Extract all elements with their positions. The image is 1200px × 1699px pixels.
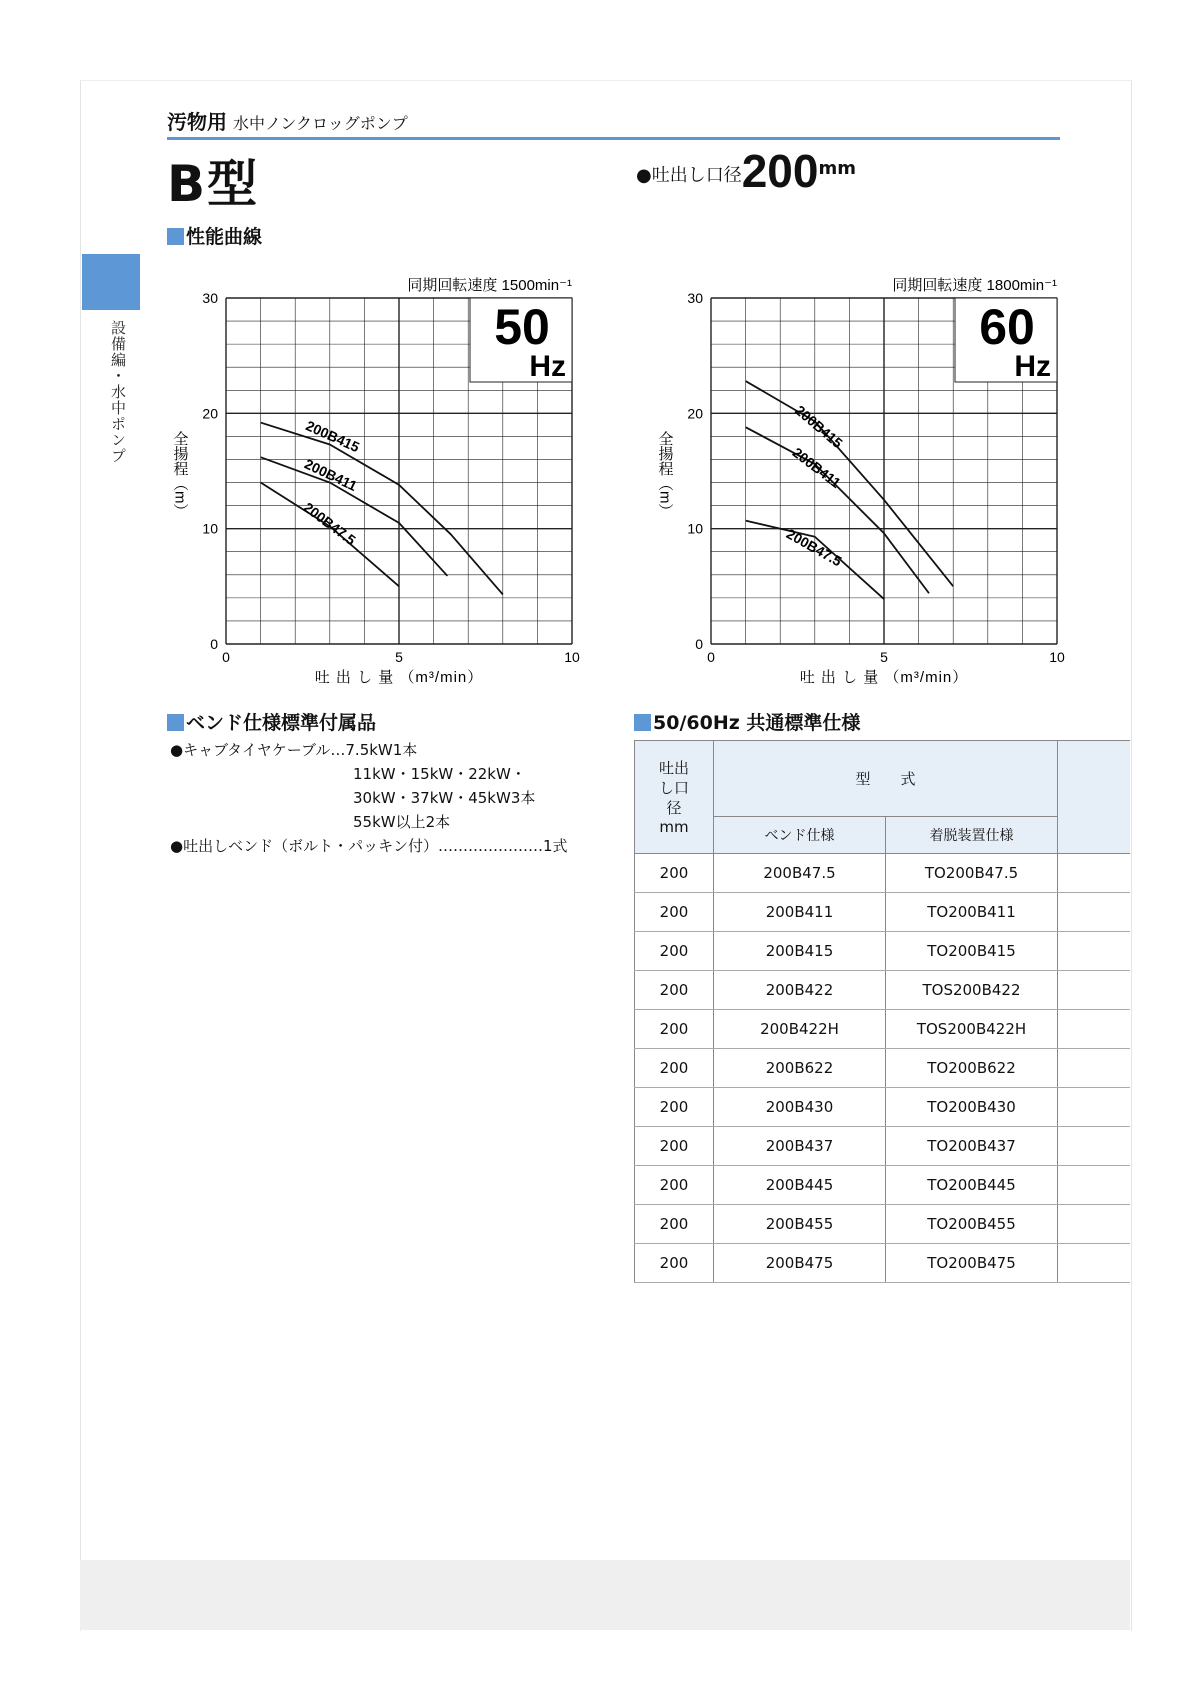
header-bore	[635, 741, 714, 854]
cell-bend-model: 200B475	[714, 1244, 886, 1283]
header-auto: 着脱装置仕様	[886, 817, 1058, 854]
accessory-line: 11kW・15kW・22kW・	[353, 765, 526, 783]
bore-unit: mm	[818, 158, 856, 179]
y-tick-label: 0	[210, 636, 218, 652]
cell-auto-model: TO200B622	[886, 1049, 1058, 1088]
table-row	[635, 1010, 1131, 1049]
header-bend: ベンド仕様	[714, 817, 886, 854]
bore-prefix: ●吐出し口径	[636, 165, 742, 186]
header-bore-label: 吐出し口 径	[658, 759, 689, 817]
cell-extra	[1058, 1244, 1131, 1283]
table-row	[635, 854, 1131, 893]
side-label: 設備編・水中ポンプ	[109, 320, 127, 464]
cell-auto-model: TO200B475	[886, 1244, 1058, 1283]
section-spec	[634, 708, 860, 735]
series-label: 200B47.5	[783, 525, 845, 570]
cell-auto-model: TOS200B422	[886, 971, 1058, 1010]
chart-50hz	[160, 272, 590, 696]
x-axis-label: 吐 出 し 量 （m³/min）	[799, 669, 969, 686]
cell-bore: 200	[635, 893, 714, 932]
bore-spec	[636, 144, 856, 198]
x-axis-label: 吐 出 し 量 （m³/min）	[314, 669, 484, 686]
x-tick-label: 5	[880, 649, 888, 665]
cell-bend-model: 200B437	[714, 1127, 886, 1166]
x-tick-label: 5	[395, 649, 403, 665]
cell-bore: 200	[635, 1166, 714, 1205]
accessory-line: 55kW以上2本	[353, 813, 451, 831]
accessories-list	[170, 738, 567, 858]
x-tick-label: 10	[1049, 649, 1065, 665]
category-label: 汚物用	[167, 110, 227, 134]
y-axis-label: 全揚程（m）	[171, 431, 189, 519]
side-tab	[82, 254, 140, 310]
x-tick-label: 0	[222, 649, 230, 665]
y-tick-label: 10	[202, 520, 218, 537]
y-tick-label: 30	[202, 290, 218, 306]
chart-title: 同期回転速度 1800min⁻¹	[892, 277, 1057, 294]
series-label: 200B415	[303, 417, 362, 456]
freq-badge-number: 60	[979, 299, 1035, 355]
y-tick-label: 10	[687, 520, 703, 537]
cell-extra	[1058, 1088, 1131, 1127]
cell-bend-model: 200B422	[714, 971, 886, 1010]
cell-bore: 200	[635, 1244, 714, 1283]
model-title: B型	[167, 155, 260, 213]
y-tick-label: 20	[687, 405, 703, 422]
cell-extra	[1058, 1127, 1131, 1166]
cell-auto-model: TO200B47.5	[886, 854, 1058, 893]
cell-bore: 200	[635, 854, 714, 893]
section-curves	[167, 222, 262, 249]
table-row	[635, 1205, 1131, 1244]
section-curves-label: 性能曲線	[186, 226, 263, 248]
cell-bend-model: 200B430	[714, 1088, 886, 1127]
cell-auto-model: TOS200B422H	[886, 1010, 1058, 1049]
cell-bend-model: 200B455	[714, 1205, 886, 1244]
accessory-line: ●キャブタイヤケーブル…7.5kW1本	[170, 741, 418, 759]
cell-bend-model: 200B47.5	[714, 854, 886, 893]
cell-bore: 200	[635, 971, 714, 1010]
cell-extra	[1058, 932, 1131, 971]
y-tick-label: 30	[687, 290, 703, 306]
series-label: 200B411	[789, 444, 844, 491]
table-row	[635, 893, 1131, 932]
section-accessories-label: ベンド仕様標準付属品	[186, 712, 377, 734]
series-label: 200B411	[302, 455, 360, 495]
cell-auto-model: TO200B437	[886, 1127, 1058, 1166]
cell-bore: 200	[635, 1049, 714, 1088]
series-label: 200B415	[792, 402, 846, 452]
table-row	[635, 1049, 1131, 1088]
cell-bend-model: 200B415	[714, 932, 886, 971]
table-row	[635, 932, 1131, 971]
cell-bend-model: 200B422H	[714, 1010, 886, 1049]
chart-title: 同期回転速度 1500min⁻¹	[407, 277, 572, 294]
cell-bore: 200	[635, 1088, 714, 1127]
cell-auto-model: TO200B445	[886, 1166, 1058, 1205]
cell-auto-model: TO200B430	[886, 1088, 1058, 1127]
cell-bend-model: 200B411	[714, 893, 886, 932]
table-row	[635, 1244, 1131, 1283]
header-bore-unit: mm	[659, 818, 689, 836]
cell-auto-model: TO200B455	[886, 1205, 1058, 1244]
chart-60hz-svg	[645, 272, 1075, 692]
x-tick-label: 10	[564, 649, 580, 665]
freq-badge-number: 50	[494, 299, 550, 355]
table-row	[635, 1166, 1131, 1205]
section-spec-label: 50/60Hz 共通標準仕様	[653, 712, 861, 734]
y-tick-label: 0	[695, 636, 703, 652]
section-accessories	[167, 708, 376, 735]
header-rule	[167, 137, 1060, 140]
spec-table-body	[635, 854, 1131, 1283]
series-line-200B411	[261, 457, 448, 576]
table-row	[635, 1127, 1131, 1166]
header-type: 型 式	[714, 741, 1058, 817]
cell-extra	[1058, 971, 1131, 1010]
section-marker	[634, 714, 651, 731]
accessory-line: 30kW・37kW・45kW3本	[353, 789, 536, 807]
category-sub-label: 水中ノンクロッグポンプ	[233, 114, 408, 133]
y-axis-label: 全揚程（m）	[656, 431, 674, 519]
y-tick-label: 20	[202, 405, 218, 422]
cell-extra	[1058, 893, 1131, 932]
freq-badge-unit: Hz	[529, 350, 566, 383]
series-line-200B415	[261, 423, 503, 595]
spec-table	[634, 740, 1130, 1283]
cell-bend-model: 200B445	[714, 1166, 886, 1205]
header-extra	[1058, 741, 1131, 854]
x-tick-label: 0	[707, 649, 715, 665]
cell-extra	[1058, 1166, 1131, 1205]
table-row	[635, 1088, 1131, 1127]
cell-extra	[1058, 1010, 1131, 1049]
cell-bore: 200	[635, 1205, 714, 1244]
cell-auto-model: TO200B415	[886, 932, 1058, 971]
accessory-line: ●吐出しベンド（ボルト・パッキン付）…………………1式	[170, 837, 568, 855]
series-line-200B411	[746, 427, 929, 593]
footer-band	[80, 1560, 1130, 1630]
cell-bend-model: 200B622	[714, 1049, 886, 1088]
freq-badge-unit: Hz	[1014, 350, 1051, 383]
table-row	[635, 971, 1131, 1010]
category-heading	[167, 106, 408, 135]
cell-extra	[1058, 854, 1131, 893]
section-marker	[167, 228, 184, 245]
cell-bore: 200	[635, 1010, 714, 1049]
series-label: 200B47.5	[300, 498, 359, 549]
chart-50hz-svg	[160, 272, 590, 692]
section-marker	[167, 714, 184, 731]
cell-auto-model: TO200B411	[886, 893, 1058, 932]
cell-extra	[1058, 1205, 1131, 1244]
cell-bore: 200	[635, 932, 714, 971]
cell-bore: 200	[635, 1127, 714, 1166]
cell-extra	[1058, 1049, 1131, 1088]
chart-60hz	[645, 272, 1075, 696]
bore-value: 200	[741, 145, 819, 197]
